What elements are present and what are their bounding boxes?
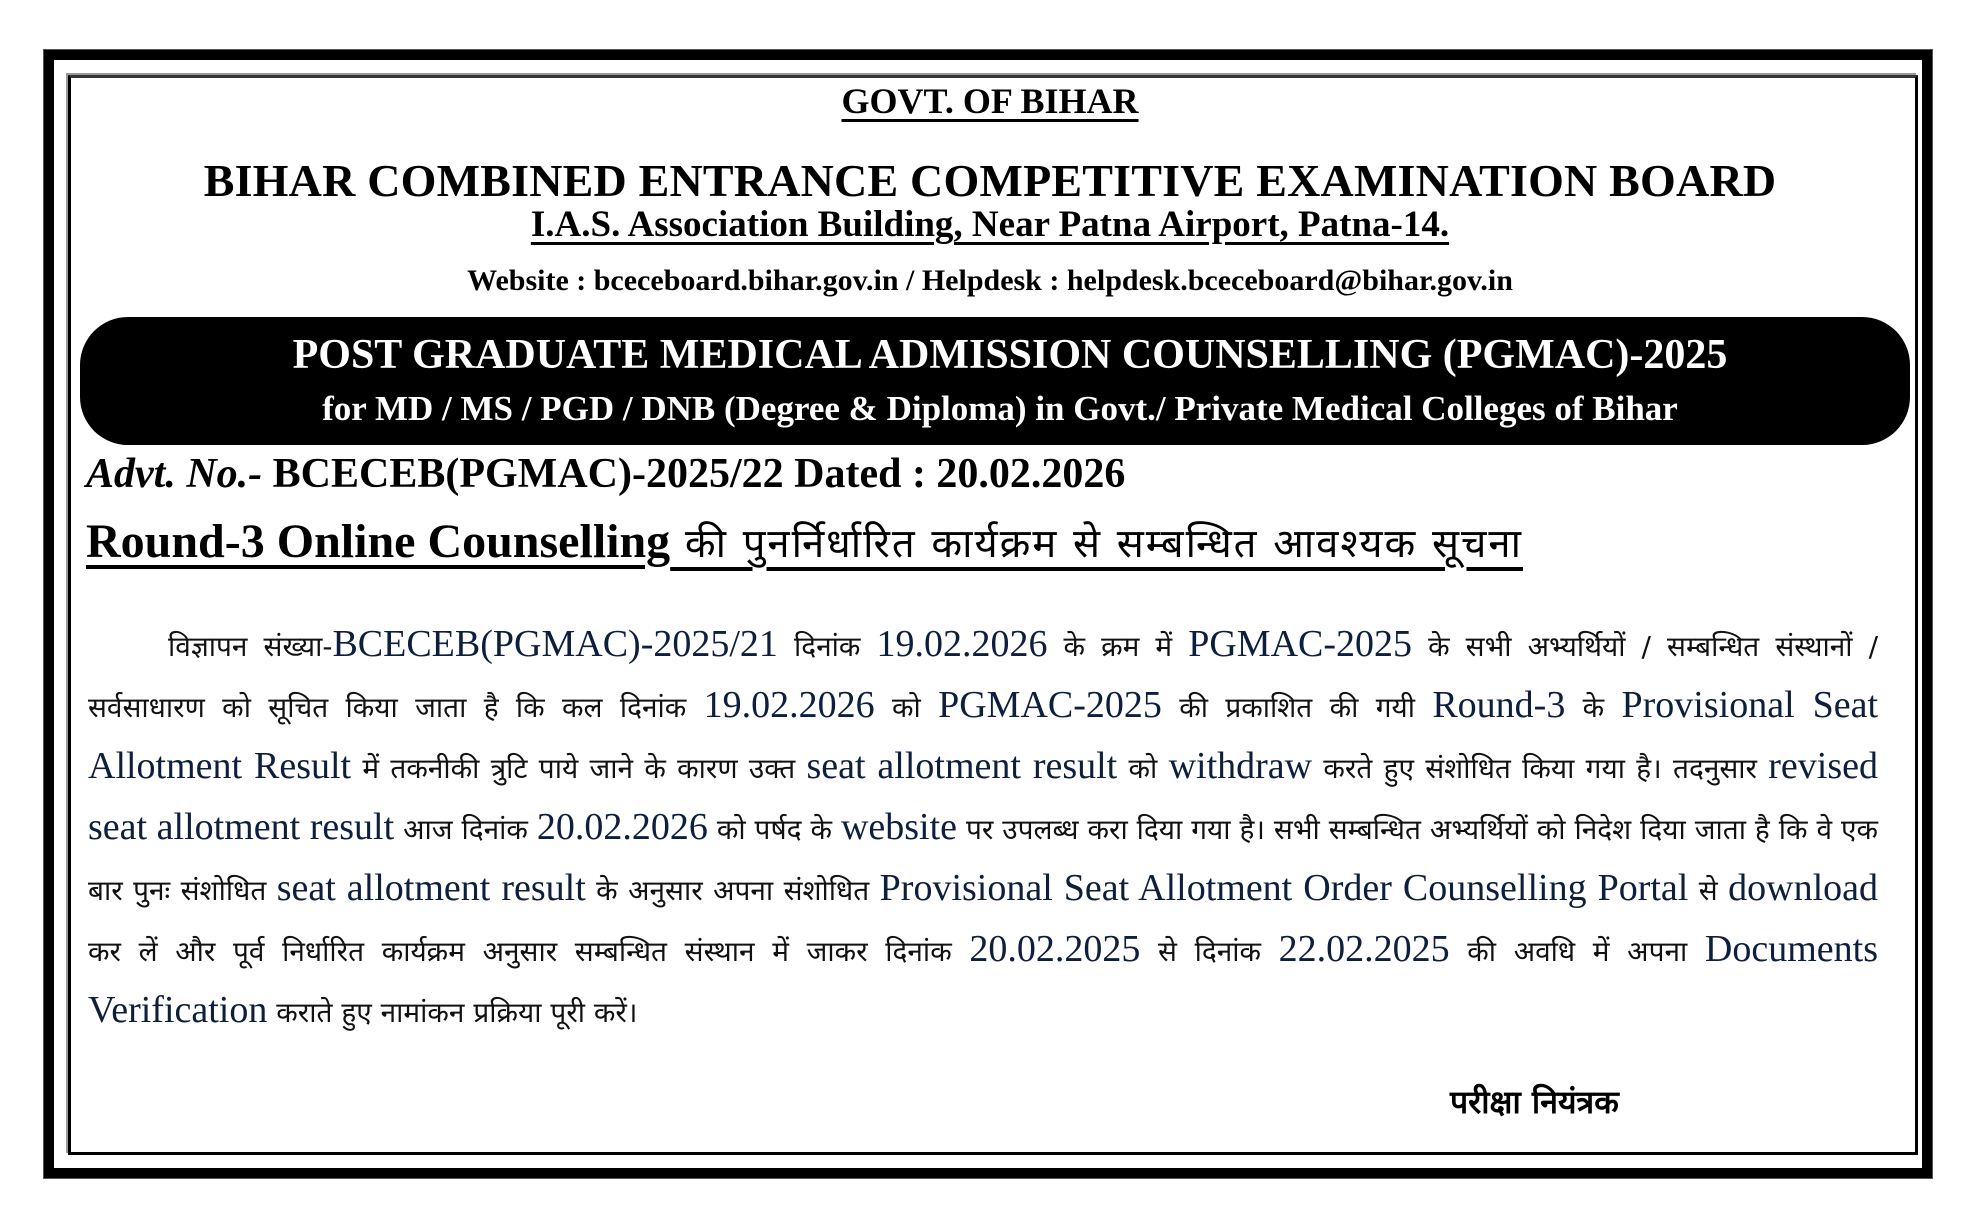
govt-heading (0, 80, 1980, 122)
body-hindi-segment: पर उपलब्ध करा दिया गया है। सभी सम्बन्धित अभ्यर्थियों को निदेश दिया जाता है कि वे एक बार पुनः संशोधित (88, 813, 1878, 907)
website-helpdesk-line: Website : bceceboard.bihar.gov.in / Helpdesk : helpdesk.bceceboard@bihar.gov.in (467, 264, 1513, 297)
body-hindi-segment: दिनांक (777, 630, 877, 663)
body-hindi-segment: को (874, 691, 939, 724)
body-english-segment: 19.02.2026 (703, 684, 875, 726)
subject-english: Round-3 Online Counselling (86, 515, 671, 568)
board-address-text: I.A.S. Association Building, Near Patna Airport, Patna-14. (530, 204, 1450, 245)
body-english-segment: PGMAC-2025 (1188, 623, 1413, 665)
body-hindi-segment: को पर्षद के (707, 813, 841, 846)
body-hindi-segment: कराते हुए नामांकन प्रक्रिया पूरी करें। (267, 996, 638, 1029)
body-english-segment: Provisional Seat Allotment Result (88, 684, 1878, 787)
body-english-segment: seat allotment result (276, 867, 586, 909)
body-hindi-segment: से दिनांक (1140, 935, 1279, 968)
body-hindi-segment: के क्रम में (1047, 630, 1189, 663)
body-english-segment: website (840, 806, 958, 848)
body-hindi-segment: के (1565, 691, 1622, 724)
banner-subtitle: for MD / MS / PGD / DNB (Degree & Diploma) in Govt./ Private Medical Colleges of Bihar (322, 389, 1678, 428)
body-hindi-segment: के सभी अभ्यर्थियों / सम्बन्धित संस्थानों / सर्वसाधारण को सूचित किया जाता है कि कल दिनांक (88, 630, 1879, 724)
body-english-segment: Round-3 (1432, 684, 1566, 726)
subject-hindi: की पुनर्निर्धारित कार्यक्रम से सम्बन्धित आवश्यक सूचना (670, 521, 1523, 567)
body-hindi-segment: से (1688, 874, 1729, 907)
body-hindi-segment: की अवधि में अपना (1449, 935, 1705, 968)
body-english-segment: 20.02.2025 (969, 928, 1141, 970)
body-hindi-segment: आज दिनांक (394, 813, 537, 846)
body-english-segment: 19.02.2026 (876, 623, 1048, 665)
govt-heading-text: GOVT. OF BIHAR (841, 81, 1139, 121)
body-english-segment: seat allotment result (806, 745, 1118, 787)
body-hindi-segment: करते हुए संशोधित किया गया है। तदनुसार (1312, 752, 1769, 785)
body-english-segment: revised seat allotment result (88, 745, 1879, 848)
body-english-segment: PGMAC-2025 (938, 684, 1162, 726)
body-hindi-segment: की प्रकाशित की गयी (1161, 691, 1433, 724)
title-banner (80, 317, 1910, 445)
advertisement-number (86, 450, 1125, 498)
advt-value: BCECEB(PGMAC)-2025/22 Dated : 20.02.2026 (262, 451, 1126, 497)
body-hindi-segment: कर लें और पूर्व निर्धारित कार्यक्रम अनुसार सम्बन्धित संस्थान में जाकर दिनांक (88, 935, 970, 968)
body-english-segment: Provisional Seat Allotment Order Counselling Portal (879, 867, 1689, 909)
notice-body (88, 615, 1878, 1042)
notice-subject (86, 514, 1821, 569)
body-english-segment: 20.02.2026 (536, 806, 708, 848)
body-english-segment: download (1728, 867, 1878, 909)
body-english-segment: 22.02.2025 (1278, 928, 1450, 970)
body-hindi-segment: में तकनीकी त्रुटि पाये जाने के कारण उक्त (351, 752, 807, 785)
body-english-segment: withdraw (1168, 745, 1313, 787)
body-english-segment: Documents Verification (88, 928, 1878, 1031)
board-name: BIHAR COMBINED ENTRANCE COMPETITIVE EXAMINATION BOARD (203, 155, 1777, 206)
body-hindi-segment: के अनुसार अपना संशोधित (585, 874, 880, 907)
body-english-segment: BCECEB(PGMAC)-2025/21 (332, 623, 778, 665)
board-address (0, 203, 1980, 246)
body-hindi-segment: को (1117, 752, 1169, 785)
signature-controller-of-examinations: परीक्षा नियंत्रक (1450, 1083, 1619, 1121)
body-hindi-segment: विज्ञापन संख्या- (168, 630, 333, 663)
advt-label: Advt. No.- (86, 451, 263, 497)
banner-title: POST GRADUATE MEDICAL ADMISSION COUNSELLING (PGMAC)-2025 (292, 332, 1728, 378)
